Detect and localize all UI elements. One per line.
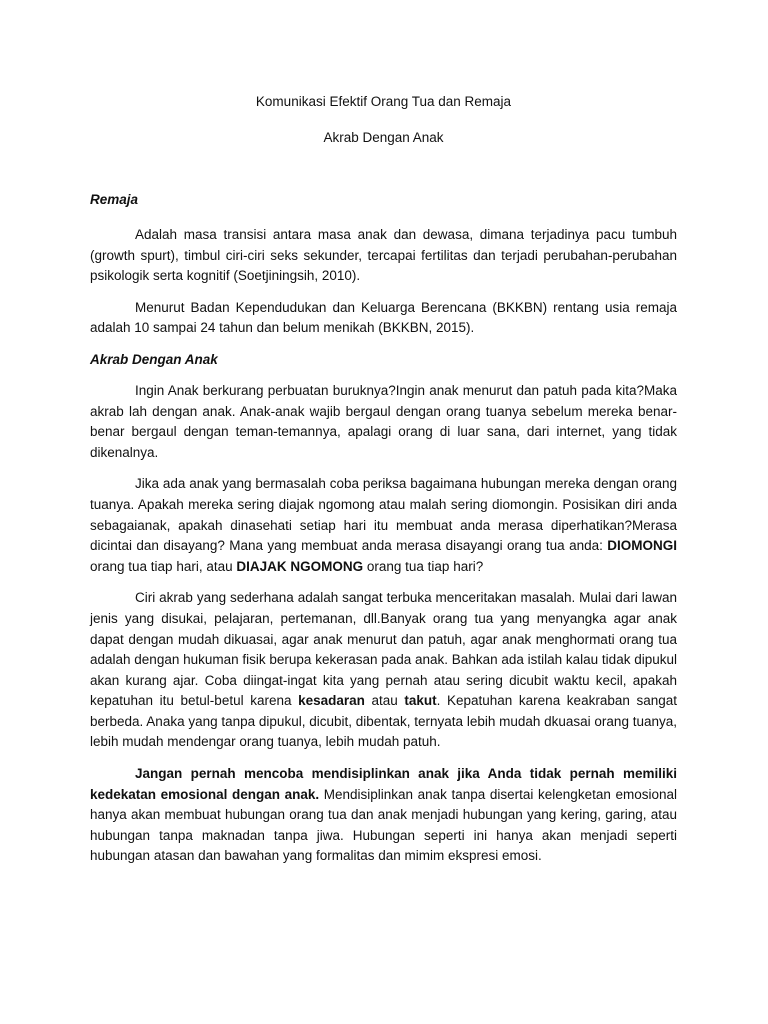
paragraph-disiplin: [90, 764, 677, 867]
bold-diajak-ngomong: DIAJAK NGOMONG: [236, 558, 364, 574]
document-title: Komunikasi Efektif Orang Tua dan Remaja: [255, 94, 512, 109]
text-run: orang tua tiap hari, atau: [90, 558, 237, 574]
bold-kesadaran: kesadaran: [298, 693, 365, 709]
paragraph-bkkbn: Menurut Badan Kependudukan dan Keluarga Berencana (BKKBN) rentang usia remaja adalah 10 sampai 24 tahun dan belum menikah (BKKBN, 2015).: [90, 299, 677, 336]
paragraph-akrab-intro: Ingin Anak berkurang perbuatan buruknya?Ingin anak menurut dan patuh pada kita?Maka akrab lah dengan anak. Anak-anak wajib bergaul dengan orang tuanya sebelum mereka benar-benar bergaul dengan teman-temannya, apalagi orang di luar sana, dari internet, yang tidak dikenalnya.: [90, 382, 677, 460]
bold-takut: takut: [404, 693, 437, 709]
paragraph-ciri-akrab: [90, 588, 677, 753]
text-run: Ciri akrab yang sederhana adalah sangat terbuka menceritakan masalah. Mulai dari lawan jenis yang disukai, pelajaran, pertemanan, dll.Banyak orang tua yang menyangka agar anak dapat dengan mudah dikuasai, agar anak menurut dan patuh, agar anak menghormati orang tua adalah dengan hukuman fisik berupa kekerasan pada anak. Bahkan ada istilah kalau tidak dipukul akan kurang ajar. Coba diingat-ingat kita yang pernah atau sering dicubit waktu kecil, apakah kepatuhan itu betul-betul karena: [90, 590, 677, 709]
bold-disiplin-statement: Jangan pernah mencoba mendisiplinkan anak jika Anda tidak pernah memiliki kedekatan emosional dengan anak.: [90, 766, 677, 802]
document-subtitle: Akrab Dengan Anak: [323, 130, 444, 145]
paragraph-remaja-definition: Adalah masa transisi antara masa anak dan dewasa, dimana terjadinya pacu tumbuh (growth spurt), timbul ciri-ciri seks sekunder, tercapai fertilitas dan terjadi perubahan-perubahan psikologik serta kognitif (Soetjiningsih, 2010).: [90, 227, 677, 284]
text-run: . Kepatuhan karena keakraban sangat berbeda. Anaka yang tanpa dipukul, dicubit, dibentak, ternyata lebih mudah dkuasai orang tuanya, lebih mudah mendengar orang tuanya, lebih mudah patuh.: [90, 693, 677, 750]
text-run: atau: [364, 693, 405, 709]
section-heading-remaja: Remaja: [90, 192, 139, 207]
section-heading-akrab: Akrab Dengan Anak: [90, 351, 218, 367]
document-page: [90, 88, 677, 867]
paragraph-diomongi: [90, 474, 677, 577]
text-run: Jika ada anak yang bermasalah coba periksa bagaimana hubungan mereka dengan orang tuanya. Apakah mereka sering diajak ngomong atau malah sering diomongin. Posisikan diri anda sebagaianak, apakah dinasehati setiap hari itu membuat anda merasa diperhatikan?Merasa dicintai dan disayang? Mana yang membuat anda merasa disayangi orang tua anda:: [90, 476, 677, 554]
text-run: Mendisiplinkan anak tanpa disertai kelengketan emosional hanya akan membuat hubungan orang tua dan anak menjadi hubungan yang kering, garing, atau hubungan tanpa maknadan tanpa jiwa. Hubungan seperti ini hanya akan menjadi seperti hubungan atasan dan bawahan yang formalitas dan mimim ekspresi emosi.: [90, 786, 677, 864]
bold-diomongi: DIOMONGI: [607, 538, 677, 554]
text-run: orang tua tiap hari?: [363, 558, 484, 574]
